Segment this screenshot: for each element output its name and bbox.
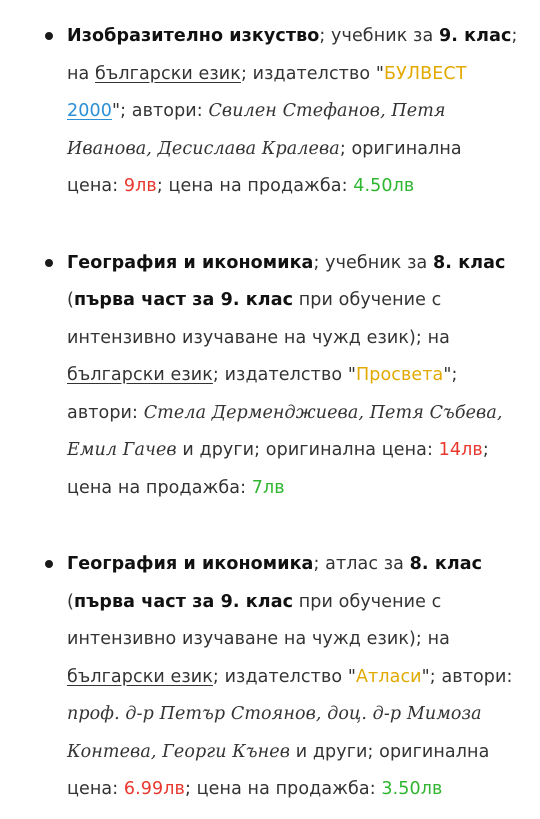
list-item (0, 245, 540, 508)
authors: Свилен Стефанов, Петя Иванова, Десислава Кралева (67, 101, 446, 159)
list-item (0, 18, 540, 206)
book-title: География и икономика (67, 554, 314, 574)
text-fragment: при обучение с интензивно изучаване на чужд език); на (67, 290, 450, 348)
text-fragment: ; учебник за (319, 26, 439, 46)
publisher: БУЛВЕСТ (384, 63, 467, 84)
book-title: География и икономика (67, 252, 314, 273)
text-fragment: ; цена на продажба: (184, 779, 382, 799)
original-price: 6.99лв (123, 779, 185, 799)
sale-price: 3.50лв (381, 779, 443, 799)
sale-price: 4.50лв (353, 176, 415, 196)
text-fragment: "; автори: (111, 101, 209, 121)
book-title: Изобразително изкуство (67, 26, 320, 46)
grade: 8. клас (433, 252, 506, 273)
part-note: първа част за 9. клас (73, 290, 294, 310)
language-link[interactable]: български език (95, 63, 241, 84)
text-fragment: ; цена на продажба: (156, 176, 354, 196)
text-fragment: ; издателство " (240, 63, 385, 84)
language-link[interactable]: български език (67, 666, 213, 687)
list-item (0, 546, 540, 809)
publisher-number-link[interactable]: 2000 (67, 101, 112, 121)
text-fragment: при обучение с интензивно изучаване на чужд език); на (67, 591, 450, 649)
original-price: 14лв (438, 440, 483, 460)
language-link[interactable]: български език (67, 365, 213, 385)
sale-price: 7лв (251, 477, 285, 498)
grade: 8. клас (409, 554, 483, 574)
publisher: Просвета (355, 365, 444, 385)
text-fragment: ( (67, 591, 74, 612)
authors: проф. д-р Петър Стоянов, доц. д-р Мимоза Контева, Георги Кънев (67, 704, 482, 762)
text-fragment: "; автори: (421, 666, 513, 687)
publisher: Атласи (355, 666, 422, 687)
grade: 9. клас (438, 26, 512, 46)
text-fragment: ; оригинална цена: (67, 138, 462, 196)
text-fragment: ; издателство " (212, 365, 356, 385)
text-fragment: и други; оригинална цена: (176, 440, 439, 460)
part-note: първа част за 9. клас (73, 591, 294, 612)
text-fragment: ; атлас за (313, 554, 410, 574)
original-price: 9лв (123, 176, 157, 196)
authors: Стела Дерменджиева, Петя Събева, Емил Гачев (67, 402, 503, 460)
text-fragment: и други; оригинална цена: (67, 741, 490, 799)
text-fragment: ; учебник за (313, 252, 434, 273)
text-fragment: ; на (67, 26, 518, 84)
text-fragment: "; автори: (67, 365, 458, 423)
text-fragment: ; цена на продажба: (67, 440, 489, 498)
text-fragment: ; издателство " (212, 666, 356, 687)
text-fragment: ( (67, 290, 74, 310)
